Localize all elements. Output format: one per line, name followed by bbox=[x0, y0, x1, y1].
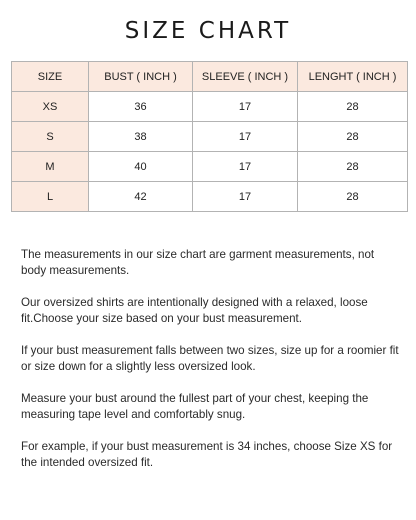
length-value: 28 bbox=[298, 182, 408, 212]
measurement-notes bbox=[21, 247, 401, 487]
bust-value: 42 bbox=[89, 182, 193, 212]
sleeve-value: 17 bbox=[193, 182, 298, 212]
table-row bbox=[12, 182, 408, 212]
header-bust: BUST ( INCH ) bbox=[89, 62, 193, 92]
bust-value: 36 bbox=[89, 92, 193, 122]
note-between-sizes: If your bust measurement falls between two sizes, size up for a roomier fit or size down for a slightly less oversized look. bbox=[21, 344, 399, 373]
table-row bbox=[12, 152, 408, 182]
length-value: 28 bbox=[298, 152, 408, 182]
table-row bbox=[12, 92, 408, 122]
note-example: For example, if your bust measurement is 34 inches, choose Size XS for the intended oversized fit. bbox=[21, 440, 393, 469]
size-label: M bbox=[12, 152, 89, 182]
sleeve-value: 17 bbox=[193, 152, 298, 182]
note-oversized-fit: Our oversized shirts are intentionally designed with a relaxed, loose fit.Choose your size based on your bust measurement. bbox=[21, 296, 368, 325]
sleeve-value: 17 bbox=[193, 92, 298, 122]
size-label: S bbox=[12, 122, 89, 152]
size-label: XS bbox=[12, 92, 89, 122]
bust-value: 40 bbox=[89, 152, 193, 182]
table-header-row bbox=[12, 62, 408, 92]
size-label: L bbox=[12, 182, 89, 212]
header-length: LENGHT ( INCH ) bbox=[298, 62, 408, 92]
bust-value: 38 bbox=[89, 122, 193, 152]
size-chart-table bbox=[11, 61, 408, 212]
sleeve-value: 17 bbox=[193, 122, 298, 152]
note-how-to-measure: Measure your bust around the fullest part of your chest, keeping the measuring tape level and comfortably snug. bbox=[21, 392, 369, 421]
header-size: SIZE bbox=[12, 62, 89, 92]
header-sleeve: SLEEVE ( INCH ) bbox=[193, 62, 298, 92]
table-row bbox=[12, 122, 408, 152]
note-garment-measurements: The measurements in our size chart are garment measurements, not body measurements. bbox=[21, 248, 375, 277]
length-value: 28 bbox=[298, 92, 408, 122]
length-value: 28 bbox=[298, 122, 408, 152]
page-title: SIZE CHART bbox=[124, 18, 292, 44]
